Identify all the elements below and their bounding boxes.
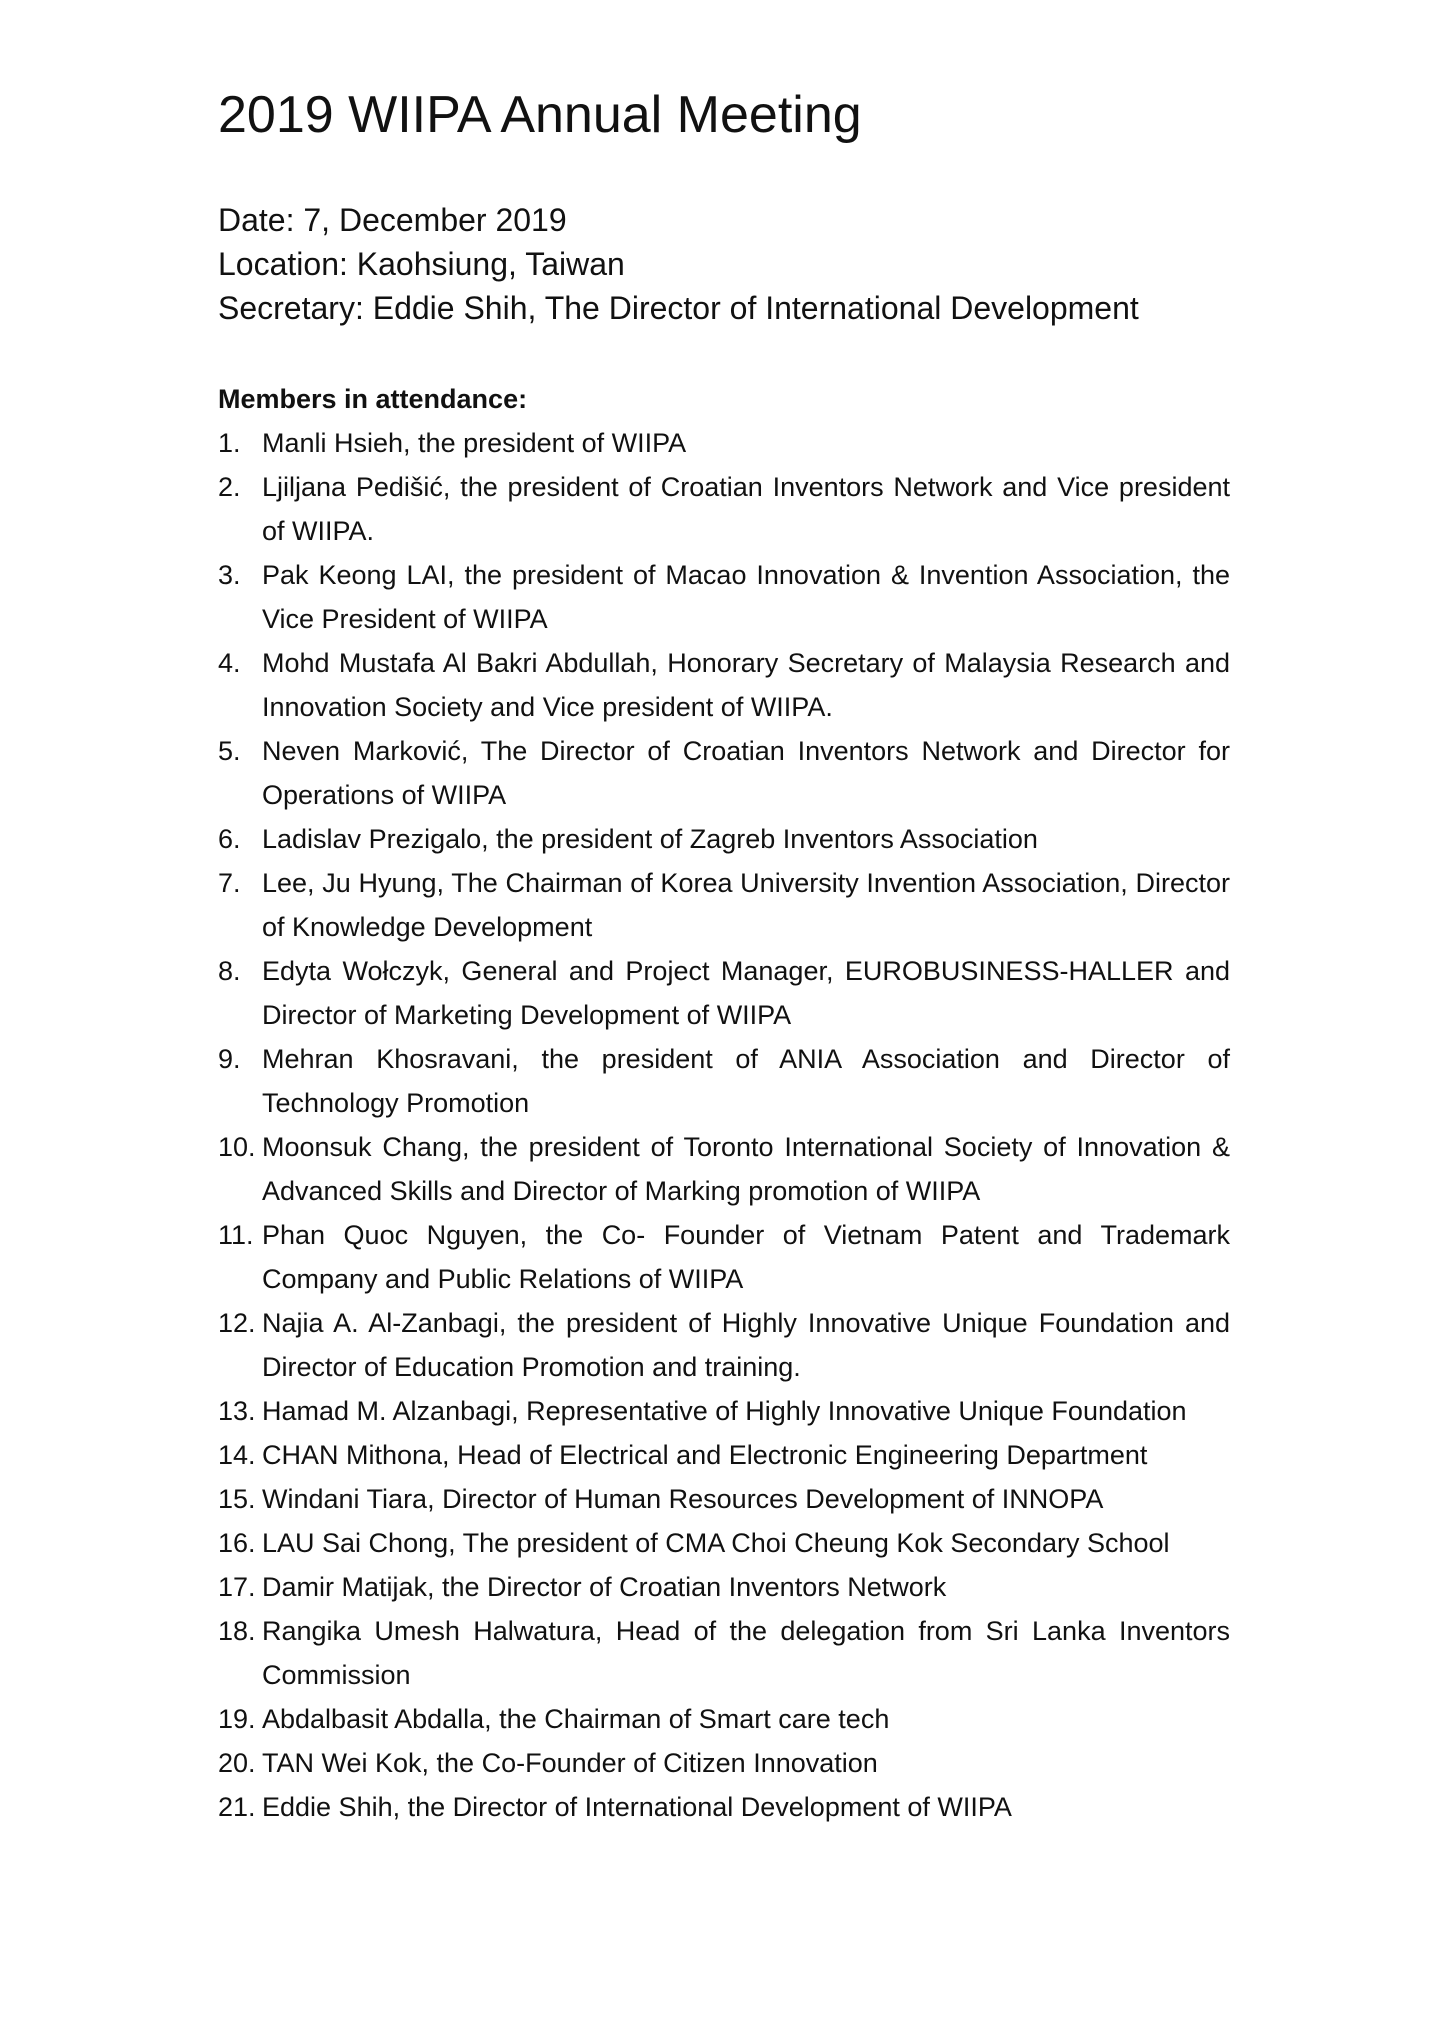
list-item xyxy=(218,1565,1230,1609)
list-item-text: TAN Wei Kok, the Co-Founder of Citizen Innovation xyxy=(262,1748,878,1778)
list-item-number: 10. xyxy=(218,1132,256,1162)
list-item-text: Mohd Mustafa Al Bakri Abdullah, Honorary Secretary of Malaysia Research and Innovation Society and Vice president of WIIPA. xyxy=(262,648,1230,722)
list-item-number: 5. xyxy=(218,736,241,766)
list-item xyxy=(218,1697,1230,1741)
list-item-number: 8. xyxy=(218,956,241,986)
list-item xyxy=(218,1301,1230,1389)
list-item-number: 3. xyxy=(218,560,241,590)
list-item-text: Rangika Umesh Halwatura, Head of the delegation from Sri Lanka Inventors Commission xyxy=(262,1616,1230,1690)
list-item xyxy=(218,1213,1230,1301)
list-item-text: Eddie Shih, the Director of International Development of WIIPA xyxy=(262,1792,1012,1822)
list-item-number: 15. xyxy=(218,1484,256,1514)
list-item-number: 13. xyxy=(218,1396,256,1426)
list-item xyxy=(218,1037,1230,1125)
list-item xyxy=(218,1785,1230,1829)
list-item xyxy=(218,421,1230,465)
list-item-number: 1. xyxy=(218,428,241,458)
list-item-number: 14. xyxy=(218,1440,256,1470)
list-item-text: Ladislav Prezigalo, the president of Zagreb Inventors Association xyxy=(262,824,1038,854)
members-list xyxy=(218,421,1230,1829)
members-heading: Members in attendance: xyxy=(218,384,528,414)
list-item-number: 17. xyxy=(218,1572,256,1602)
list-item-number: 6. xyxy=(218,824,241,854)
document-title: 2019 WIIPA Annual Meeting xyxy=(218,86,862,144)
list-item-text: Windani Tiara, Director of Human Resources Development of INNOPA xyxy=(262,1484,1104,1514)
list-item-number: 16. xyxy=(218,1528,256,1558)
list-item-text: Lee, Ju Hyung, The Chairman of Korea University Invention Association, Director of Knowledge Development xyxy=(262,868,1230,942)
list-item xyxy=(218,1389,1230,1433)
list-item xyxy=(218,1741,1230,1785)
list-item-text: Moonsuk Chang, the president of Toronto International Society of Innovation & Advanced Skills and Director of Marking promotion of WIIPA xyxy=(262,1132,1230,1206)
list-item-text: Hamad M. Alzanbagi, Representative of Highly Innovative Unique Foundation xyxy=(262,1396,1187,1426)
meeting-secretary: Secretary: Eddie Shih, The Director of International Development xyxy=(218,290,1139,326)
meeting-location: Location: Kaohsiung, Taiwan xyxy=(218,246,625,282)
list-item-text: Manli Hsieh, the president of WIIPA xyxy=(262,428,687,458)
list-item-number: 9. xyxy=(218,1044,241,1074)
list-item-text: LAU Sai Chong, The president of CMA Choi Cheung Kok Secondary School xyxy=(262,1528,1170,1558)
list-item-text: Edyta Wołczyk, General and Project Manager, EUROBUSINESS-HALLER and Director of Marketing Development of WIIPA xyxy=(262,956,1230,1030)
list-item-number: 19. xyxy=(218,1704,256,1734)
list-item xyxy=(218,553,1230,641)
list-item-text: Ljiljana Pedišić, the president of Croatian Inventors Network and Vice president of WIIPA. xyxy=(262,472,1230,546)
list-item-number: 2. xyxy=(218,472,241,502)
list-item-number: 18. xyxy=(218,1616,256,1646)
list-item xyxy=(218,1521,1230,1565)
list-item xyxy=(218,949,1230,1037)
list-item xyxy=(218,1125,1230,1213)
list-item-text: Abdalbasit Abdalla, the Chairman of Smart care tech xyxy=(262,1704,890,1734)
meeting-details xyxy=(218,198,1139,330)
meeting-date: Date: 7, December 2019 xyxy=(218,202,567,238)
list-item xyxy=(218,1433,1230,1477)
list-item-text: Pak Keong LAI, the president of Macao Innovation & Invention Association, the Vice President of WIIPA xyxy=(262,560,1230,634)
list-item-text: CHAN Mithona, Head of Electrical and Electronic Engineering Department xyxy=(262,1440,1148,1470)
list-item-text: Najia A. Al-Zanbagi, the president of Highly Innovative Unique Foundation and Director of Education Promotion and training. xyxy=(262,1308,1230,1382)
list-item-text: Neven Marković, The Director of Croatian Inventors Network and Director for Operations of WIIPA xyxy=(262,736,1230,810)
list-item xyxy=(218,817,1230,861)
list-item xyxy=(218,861,1230,949)
list-item-text: Mehran Khosravani, the president of ANIA Association and Director of Technology Promotion xyxy=(262,1044,1230,1118)
list-item-number: 21. xyxy=(218,1792,256,1822)
list-item xyxy=(218,641,1230,729)
list-item xyxy=(218,465,1230,553)
list-item-text: Phan Quoc Nguyen, the Co- Founder of Vietnam Patent and Trademark Company and Public Relations of WIIPA xyxy=(262,1220,1230,1294)
list-item xyxy=(218,729,1230,817)
list-item-text: Damir Matijak, the Director of Croatian Inventors Network xyxy=(262,1572,947,1602)
list-item xyxy=(218,1609,1230,1697)
list-item-number: 20. xyxy=(218,1748,256,1778)
list-item xyxy=(218,1477,1230,1521)
list-item-number: 12. xyxy=(218,1308,256,1338)
list-item-number: 7. xyxy=(218,868,241,898)
list-item-number: 11. xyxy=(218,1220,254,1250)
list-item-number: 4. xyxy=(218,648,241,678)
